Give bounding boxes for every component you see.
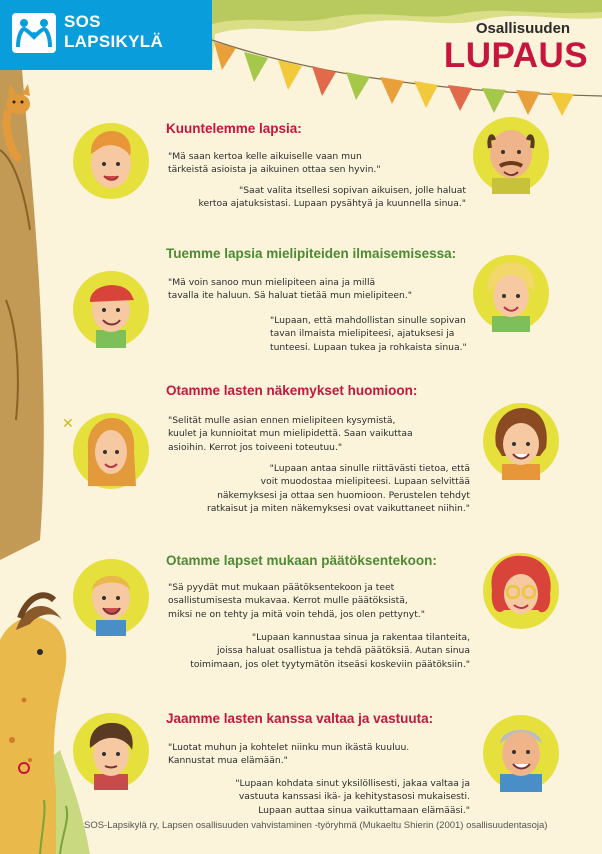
child-avatar-3 bbox=[70, 410, 152, 492]
section-4-child-quote: "Sä pyydät mut mukaan päätöksentekoon ja teet osallistumisesta mukavaa. Kerrot mulle päätöksistä, miksi ne on tehty ja mitä voin tehdä, jos olen pettynyt." bbox=[168, 582, 425, 620]
svg-text:✕: ✕ bbox=[62, 416, 74, 432]
section-5-child-quote: "Luotat muhun ja kohtelet niinku mun ikästä kuuluu. Kannustat mua elämään." bbox=[168, 742, 410, 767]
child-avatar-1 bbox=[70, 120, 152, 202]
adult-avatar-3 bbox=[480, 400, 562, 482]
adult-avatar-2 bbox=[470, 252, 552, 334]
child-avatar-2 bbox=[70, 268, 152, 350]
child-avatar-4 bbox=[70, 556, 152, 638]
section-4-adult-quote: "Lupaan kannustaa sinua ja rakentaa tilanteita, joissa haluat osallistua ja tehdä päätöksiä. Autan sinua toimimaan, jos olet tyytymätön itseäsi koskeviin päätöksiin." bbox=[190, 632, 470, 670]
child-avatar-5 bbox=[70, 710, 152, 792]
poster-title: LUPAUS bbox=[443, 36, 589, 75]
adult-avatar-5 bbox=[480, 712, 562, 794]
section-3-child-quote: "Selität mulle asian ennen mielipiteen kysymistä, kuulet ja kunnioitat mun mielipidettä. Saan vaikuttaa asioihin. Kerrot jos toiveeni toteutuu." bbox=[168, 415, 413, 453]
section-4-title: Otamme lapset mukaan päätöksentekoon: bbox=[166, 553, 437, 568]
section-1-child-quote: "Mä saan kertoa kelle aikuiselle vaan mun tärkeistä asioista ja aikuinen ottaa sen hyvin." bbox=[168, 151, 381, 176]
section-2-title: Tuemme lapsia mielipiteiden ilmaisemisessa: bbox=[166, 246, 457, 261]
section-3-title: Otamme lasten näkemykset huomioon: bbox=[166, 383, 418, 398]
section-1-adult-quote: "Saat valita itsellesi sopivan aikuisen, jolle haluat kertoa ajatuksistasi. Lupaan pysähtyä ja kuunnella sinua." bbox=[198, 185, 466, 210]
family-logo-icon bbox=[12, 13, 56, 53]
section-2-adult-quote: "Lupaan, että mahdollistan sinulle sopivan tavan ilmaista mielipiteesi, ajatuksesi ja tunteesi. Lupaan tukea ja rohkaista sinua." bbox=[270, 315, 467, 353]
poster-subtitle: Osallisuuden bbox=[475, 20, 571, 37]
section-5-title: Jaamme lasten kanssa valtaa ja vastuuta: bbox=[166, 711, 434, 726]
section-5-adult-quote: "Lupaan kohdata sinut yksilöllisesti, jakaa valtaa ja vastuuta kanssasi ikä- ja kehitystasosi mukaisesti. Lupaan auttaa sinua vaikuttamaan elämääsi." bbox=[235, 778, 470, 816]
section-3-adult-quote: "Lupaan antaa sinulle riittävästi tietoa, että voit muodostaa mielipiteesi. Lupaan selvittää näkemyksesi ja ottaa sen huomioon. Perustelen tehdyt ratkaisut ja miten näkemyksesi ovat vaikuttaneet niihin." bbox=[206, 463, 470, 515]
footer-credit: SOS-Lapsikylä ry, Lapsen osallisuuden vahvistaminen -työryhmä (Mukaeltu Shierin (2001) osallisuudentasoja) bbox=[84, 820, 548, 831]
adult-avatar-1 bbox=[470, 114, 552, 196]
logo-line-1: SOS bbox=[64, 12, 101, 31]
sos-lapsikyla-logo[interactable] bbox=[0, 0, 212, 70]
section-1-title: Kuuntelemme lapsia: bbox=[166, 121, 302, 136]
section-2-child-quote: "Mä voin sanoo mun mielipiteen aina ja millä tavalla ite haluun. Sä haluat tietää mun mielipiteen." bbox=[168, 277, 412, 302]
logo-line-2: LAPSIKYLÄ bbox=[64, 32, 164, 51]
adult-avatar-4 bbox=[480, 550, 562, 632]
logo-text bbox=[64, 12, 163, 52]
